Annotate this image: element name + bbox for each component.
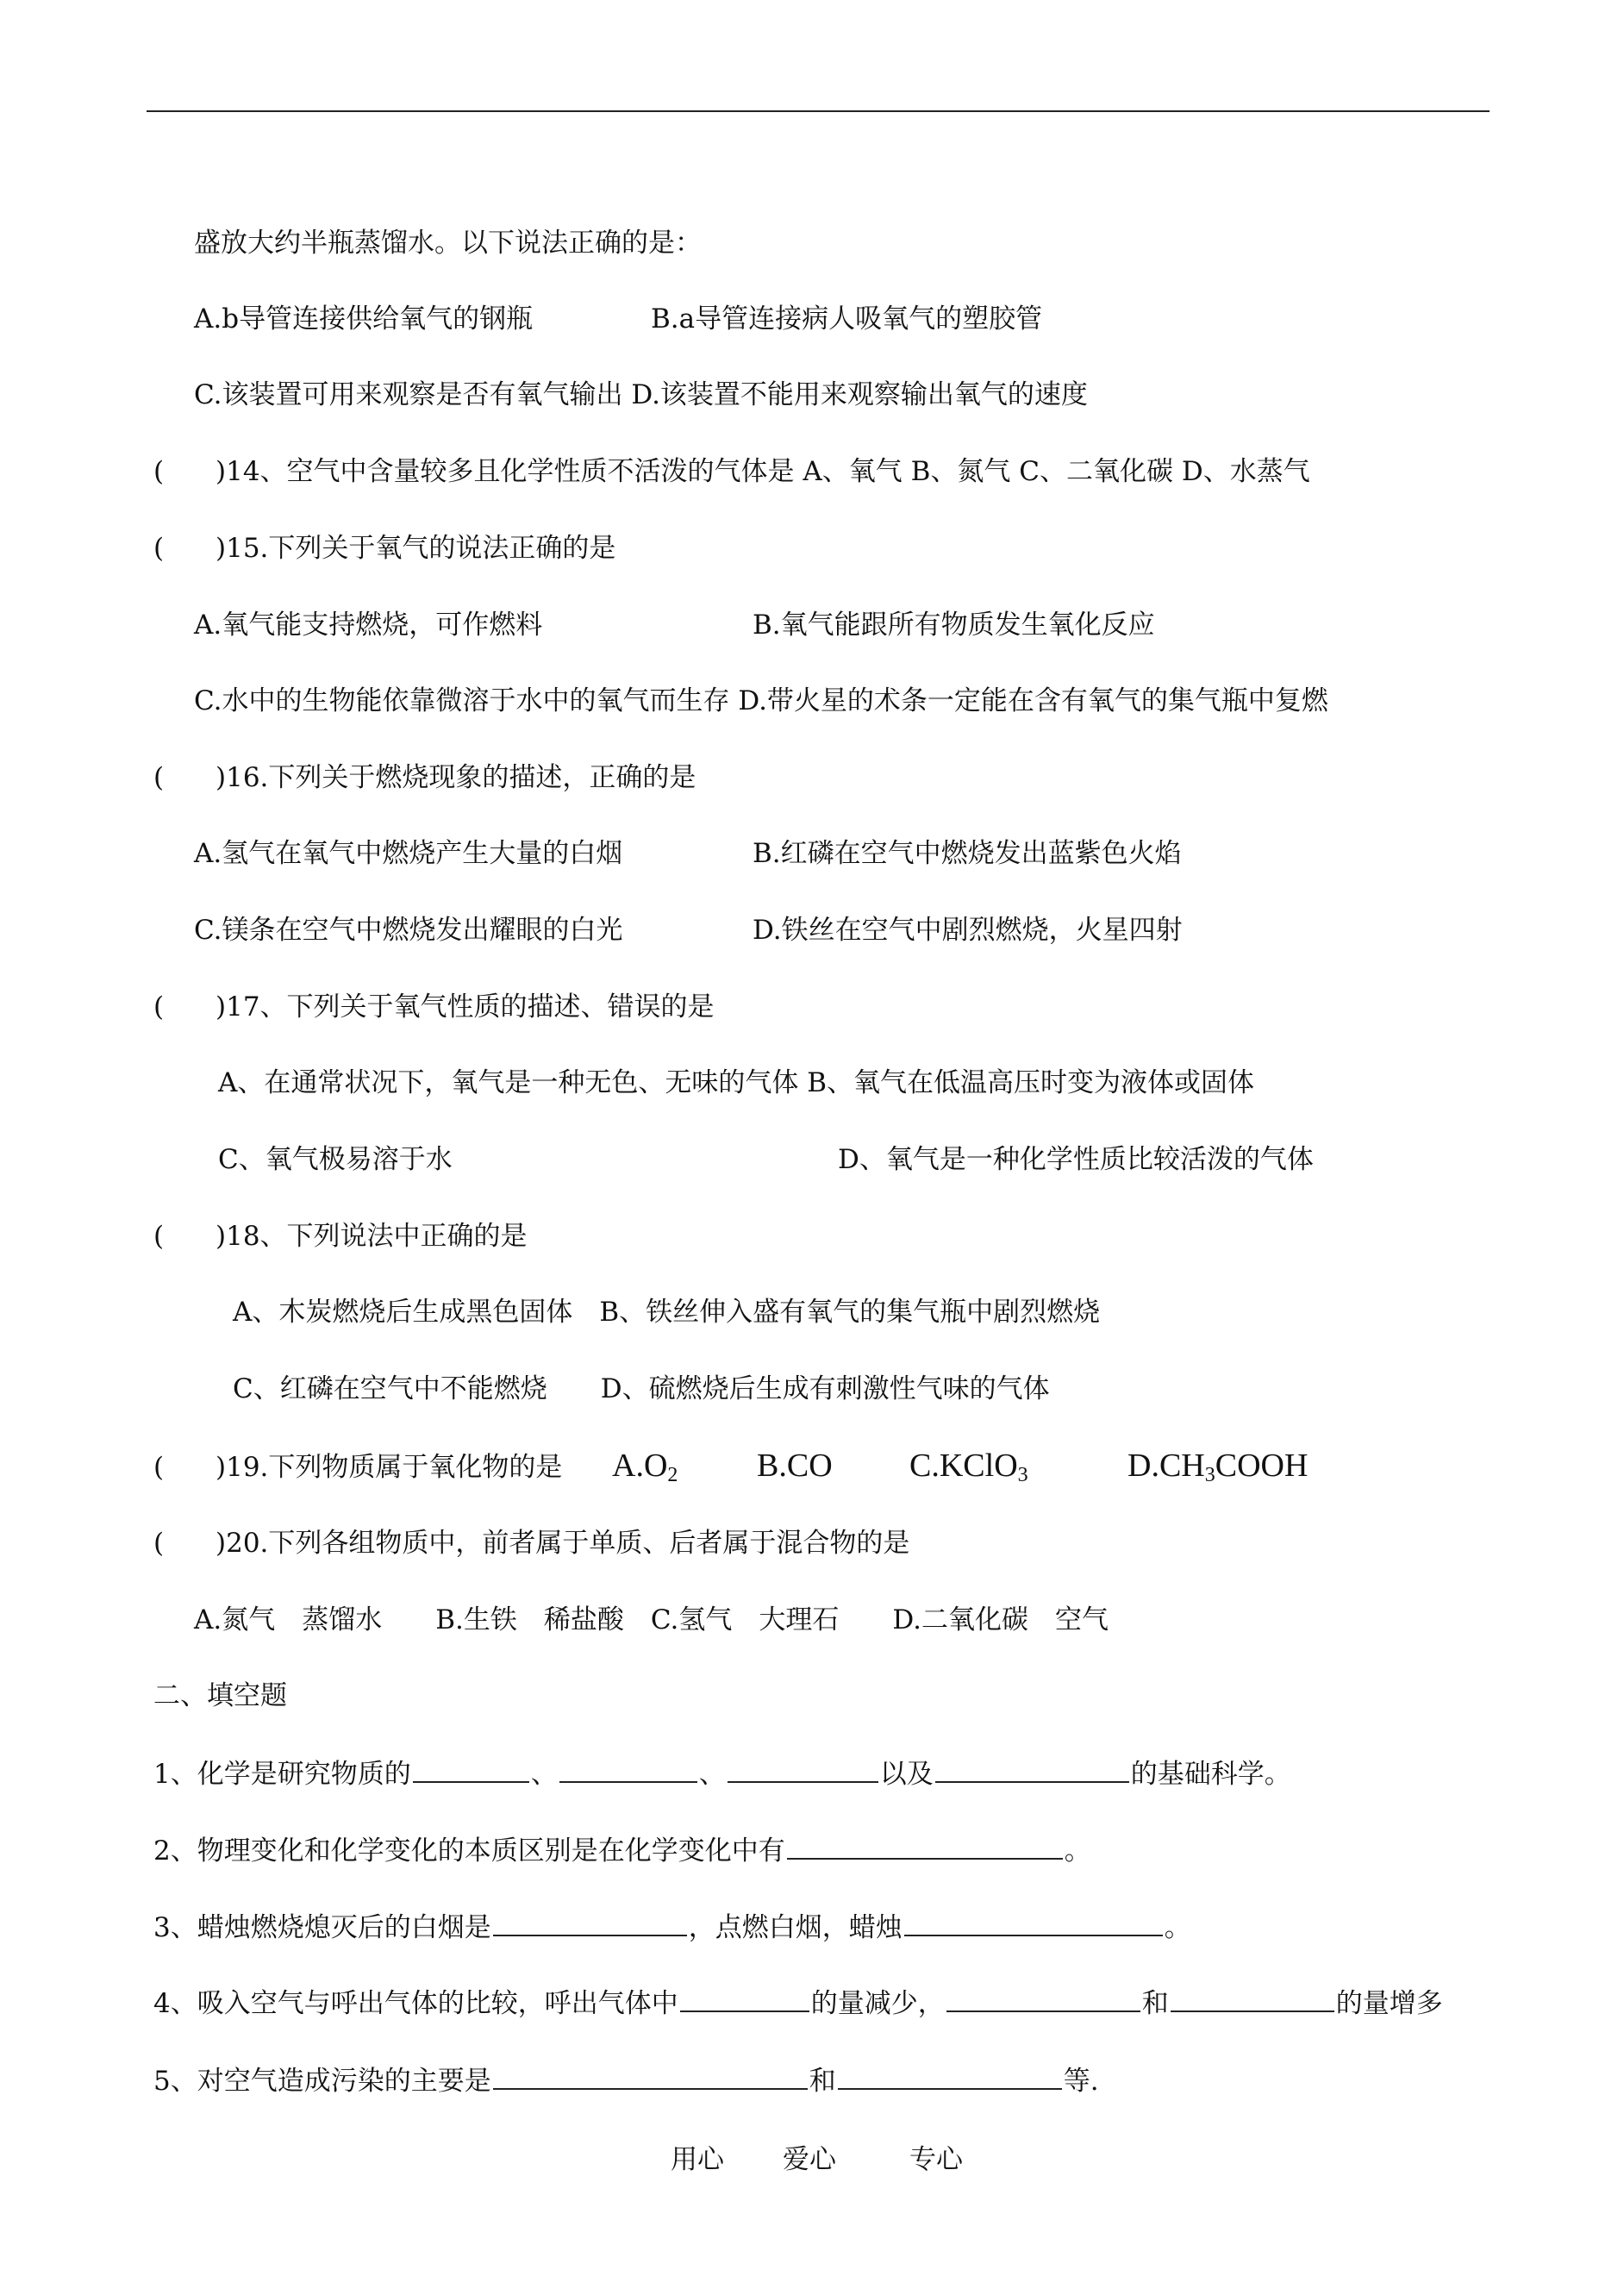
q18-option-ab: A、木炭燃烧后生成黑色固体 B、铁丝伸入盛有氧气的集气瓶中剧烈燃烧 bbox=[233, 1297, 1101, 1328]
q18-option-cd: C、红磷在空气中不能燃烧 D、硫燃烧后生成有刺激性气味的气体 bbox=[233, 1373, 1050, 1404]
q18-stem: )18、下列说法中正确的是 bbox=[215, 1221, 528, 1252]
blank-4c[interactable] bbox=[1171, 1985, 1334, 2012]
q17-option-d: D、氧气是一种化学性质比较活泼的气体 bbox=[838, 1144, 1314, 1175]
fill-question-1: 1、化学是研究物质的 、 、 以及 的基础科学。 bbox=[153, 1755, 1291, 1792]
q15-option-a: A.氧气能支持燃烧，可作燃料 bbox=[194, 610, 543, 641]
footer-text-1: 用心 bbox=[671, 2144, 724, 2175]
q13-continuation: 盛放大约半瓶蒸馏水。以下说法正确的是： bbox=[194, 228, 702, 259]
q17-stem: )17、下列关于氧气性质的描述、错误的是 bbox=[215, 991, 715, 1022]
fill-question-5: 5、对空气造成污染的主要是 和 等. bbox=[153, 2062, 1099, 2098]
fill-question-2: 2、物理变化和化学变化的本质区别是在化学变化中有 。 bbox=[153, 1832, 1091, 1868]
q14-stem: )14、空气中含量较多且化学性质不活泼的气体是 A、氧气 B、氮气 C、二氧化碳 D、水蒸气 bbox=[215, 456, 1310, 487]
q13-option-a: A.b导管连接供给氧气的钢瓶 bbox=[194, 303, 534, 335]
q19-answer-paren: ( bbox=[153, 1452, 165, 1483]
q19-option-b: B.CO bbox=[757, 1448, 833, 1484]
q19-option-c: C.KClO$_3$ bbox=[909, 1448, 1028, 1486]
q15-stem: )15.下列关于氧气的说法正确的是 bbox=[215, 533, 616, 564]
q16-answer-paren: ( bbox=[153, 762, 165, 793]
blank-1d[interactable] bbox=[935, 1755, 1129, 1783]
q17-option-ab: A、在通常状况下，氧气是一种无色、无味的气体 B、氧气在低温高压时变为液体或固体 bbox=[218, 1067, 1255, 1098]
q13-option-cd: C.该装置可用来观察是否有氧气输出 D.该装置不能用来观察输出氧气的速度 bbox=[194, 379, 1088, 410]
q19-option-d: $D.CH_3COOH$ bbox=[1127, 1448, 1309, 1486]
blank-4a[interactable] bbox=[680, 1985, 809, 2012]
blank-3a[interactable] bbox=[493, 1909, 687, 1936]
fill-question-3: 3、蜡烛燃烧熄灭后的白烟是 ，点燃白烟，蜡烛 。 bbox=[153, 1909, 1191, 1945]
blank-4b[interactable] bbox=[946, 1985, 1140, 2012]
q13-option-b: B.a导管连接病人吸氧气的塑胶管 bbox=[651, 303, 1043, 335]
q16-option-b: B.红磷在空气中燃烧发出蓝紫色火焰 bbox=[753, 838, 1182, 869]
q18-answer-paren: ( bbox=[153, 1221, 165, 1252]
q16-option-c: C.镁条在空气中燃烧发出耀眼的白光 bbox=[194, 915, 623, 946]
q17-option-c: C、氧气极易溶于水 bbox=[218, 1144, 453, 1175]
q20-answer-paren: ( bbox=[153, 1528, 165, 1559]
q15-answer-paren: ( bbox=[153, 533, 165, 564]
blank-5b[interactable] bbox=[838, 2062, 1062, 2090]
header-rule bbox=[147, 110, 1490, 112]
fill-question-4: 4、吸入空气与呼出气体的比较，呼出气体中 的量减少， 和 的量增多 bbox=[153, 1985, 1443, 2021]
q15-option-cd: C.水中的生物能依靠微溶于水中的氧气而生存 D.带火星的术条一定能在含有氧气的集气瓶中复燃 bbox=[194, 685, 1328, 716]
blank-3b[interactable] bbox=[904, 1909, 1163, 1936]
footer-text-2: 爱心 bbox=[783, 2144, 836, 2175]
q15-option-b: B.氧气能跟所有物质发生氧化反应 bbox=[753, 610, 1155, 641]
q19-option-a: $A.O_2$ bbox=[612, 1448, 678, 1486]
section-title-fill-blank: 二、填空题 bbox=[153, 1680, 287, 1711]
q20-options: A.氮气 蒸馏水 B.生铁 稀盐酸 C.氢气 大理石 D.二氧化碳 空气 bbox=[194, 1604, 1109, 1635]
blank-2a[interactable] bbox=[787, 1832, 1063, 1860]
q17-answer-paren: ( bbox=[153, 991, 165, 1022]
q14-answer-paren: ( bbox=[153, 456, 165, 487]
blank-1c[interactable] bbox=[728, 1755, 878, 1783]
q16-option-d: D.铁丝在空气中剧烈燃烧，火星四射 bbox=[753, 915, 1183, 946]
footer-text-3: 专心 bbox=[909, 2144, 963, 2175]
q16-stem: )16.下列关于燃烧现象的描述，正确的是 bbox=[215, 762, 696, 793]
q19-stem: )19.下列物质属于氧化物的是 bbox=[215, 1452, 563, 1483]
blank-5a[interactable] bbox=[493, 2062, 808, 2090]
q16-option-a: A.氢气在氧气中燃烧产生大量的白烟 bbox=[194, 838, 623, 869]
q20-stem: )20.下列各组物质中，前者属于单质、后者属于混合物的是 bbox=[215, 1528, 910, 1559]
blank-1b[interactable] bbox=[559, 1755, 697, 1783]
blank-1a[interactable] bbox=[413, 1755, 529, 1783]
